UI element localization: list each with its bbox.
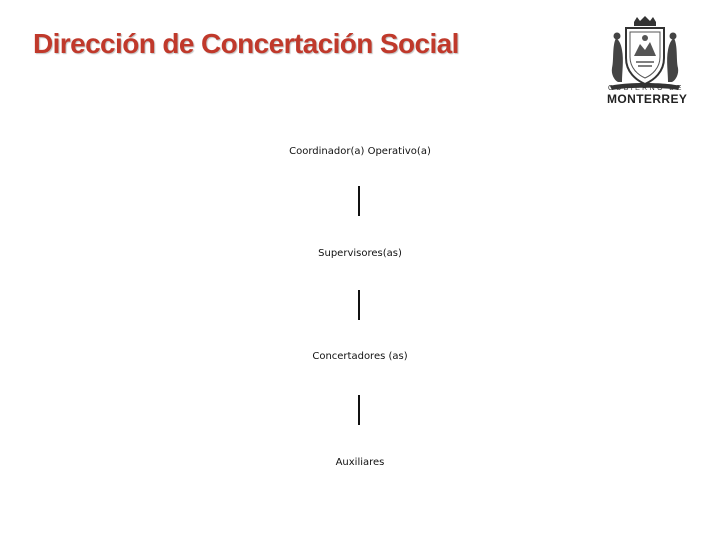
page-title: Dirección de Concertación Social [33,28,459,59]
org-node-coordinator: Coordinador(a) Operativo(a) [289,146,431,157]
org-connector [358,186,360,216]
org-node-supervisors: Supervisores(as) [318,248,402,259]
org-connector [358,290,360,320]
org-node-auxiliares: Auxiliares [335,457,385,468]
logo-city-label: MONTERREY [607,92,688,106]
org-connector [358,395,360,425]
logo-government-label: GOBIERNO DE [608,85,684,92]
org-node-concertadores: Concertadores (as) [312,351,408,362]
